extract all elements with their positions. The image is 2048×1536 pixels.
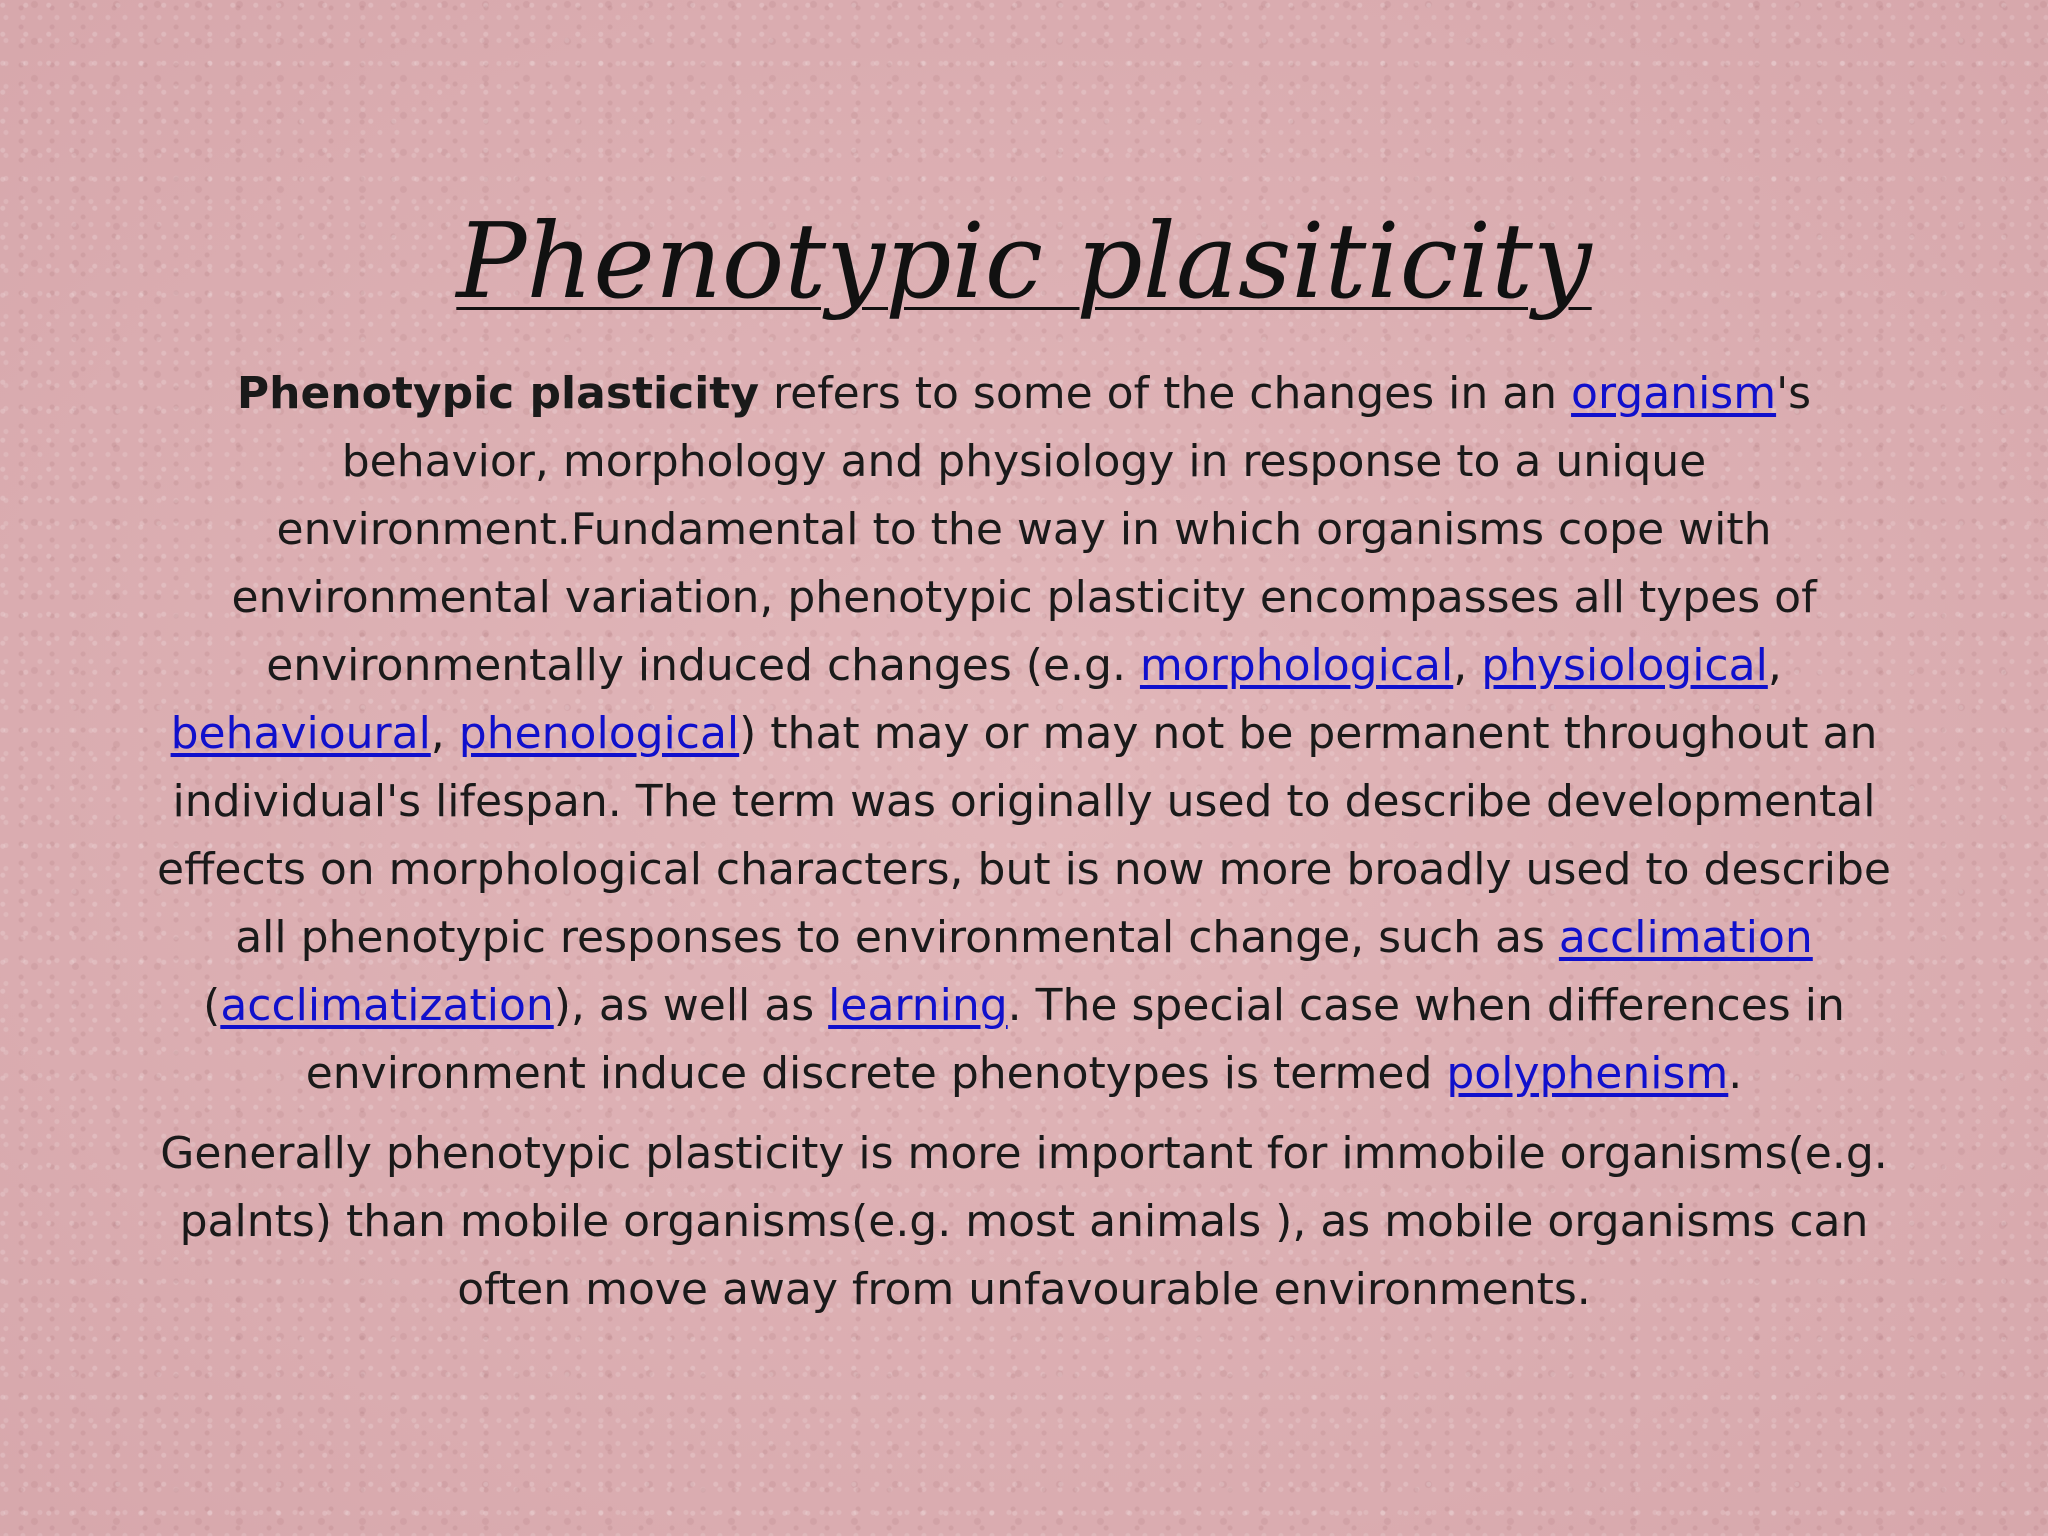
- text-segment: refers to some of the changes in an: [759, 368, 1572, 419]
- text-separator: ,: [1453, 640, 1482, 691]
- text-segment: 's behavior, morphology and physiology in response to a unique environment.Fundamental to the way in which organisms cope with environmental variation, phenotypic plasticity encompasses all types of environmentally induced changes (e.g.: [231, 368, 1817, 691]
- text-segment: . The special case when differences in environment induce discrete phenotypes is termed: [305, 980, 1845, 1099]
- paragraph-definition: [130, 360, 1918, 1108]
- link-acclimatization[interactable]: acclimatization: [220, 980, 554, 1031]
- link-behavioural[interactable]: behavioural: [170, 708, 431, 759]
- text-segment: ) that may or may not be permanent throughout an individual's lifespan. The term was originally used to describe developmental effects on morphological characters, but is now more broadly used to describe all phenotypic responses to environmental change, such as: [157, 708, 1891, 963]
- bold-term: Phenotypic plasticity: [236, 368, 760, 419]
- text-separator: ,: [1767, 640, 1782, 691]
- link-phenological[interactable]: phenological: [458, 708, 740, 759]
- link-physiological[interactable]: physiological: [1481, 640, 1768, 691]
- slide-title-text: Phenotypic plasiticity: [456, 200, 1592, 322]
- link-learning[interactable]: learning: [828, 980, 1008, 1031]
- link-organism[interactable]: organism: [1571, 368, 1777, 419]
- link-morphological[interactable]: morphological: [1139, 640, 1454, 691]
- text-segment: ), as well as: [553, 980, 829, 1031]
- link-polyphenism[interactable]: polyphenism: [1446, 1048, 1729, 1099]
- text-segment: (: [203, 980, 221, 1031]
- link-acclimation[interactable]: acclimation: [1558, 912, 1813, 963]
- text-segment: .: [1728, 1048, 1743, 1099]
- slide-title: [0, 196, 2048, 326]
- paragraph-mobility: Generally phenotypic plasticity is more important for immobile organisms(e.g. palnts) than mobile organisms(e.g. most animals ), as mobile organisms can often move away from unfavourable environments.: [160, 1128, 1888, 1315]
- text-separator: ,: [430, 708, 459, 759]
- slide-body: [130, 360, 1918, 1324]
